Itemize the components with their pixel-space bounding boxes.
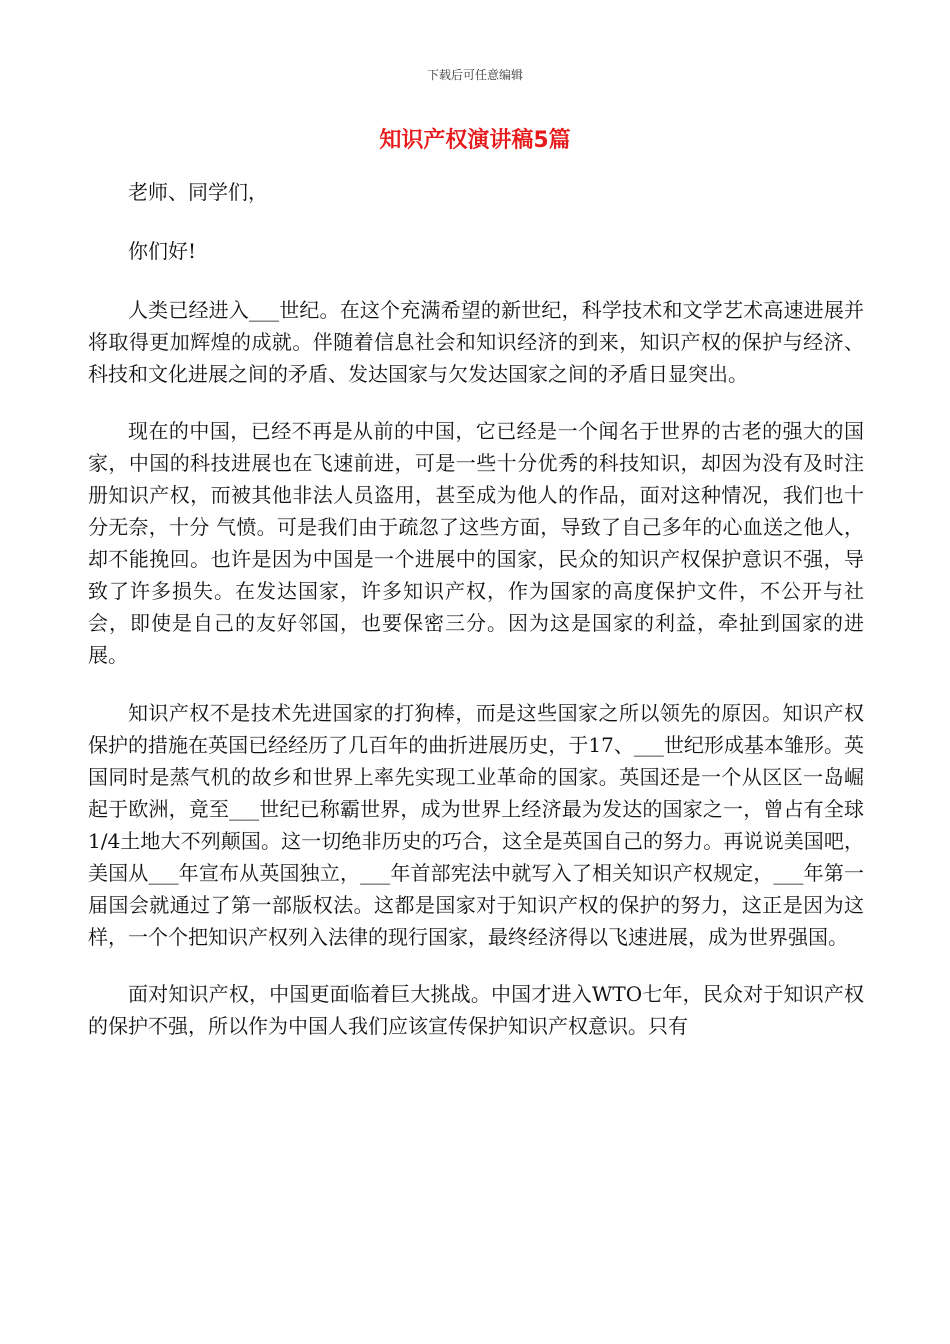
paragraph-1: 人类已经进入___世纪。在这个充满希望的新世纪，科学技术和文学艺术高速进展并将取得更加辉煌的成就。伴随着信息社会和知识经济的到来，知识产权的保护与经济、科技和文化进展之间的矛盾、发达国家与欠发达国家之间的矛盾日显突出。	[88, 298, 864, 386]
document-title: 知识产权演讲稿5篇	[379, 128, 571, 153]
paragraph-4: 面对知识产权，中国更面临着巨大挑战。中国才进入WTO七年，民众对于知识产权的保护不强，所以作为中国人我们应该宣传保护知识产权意识。只有	[88, 982, 864, 1038]
salutation: 老师、同学们，	[128, 180, 268, 204]
paragraph-3: 知识产权不是技术先进国家的打狗棒，而是这些国家之所以领先的原因。知识产权保护的措施在英国已经经历了几百年的曲折进展历史，于17、___世纪形成基本雏形。英国同时是蒸气机的故乡和世界上率先实现工业革命的国家。英国还是一个从区区一岛崛起于欧洲，竟至___世纪已称霸世界，成为世界上经济最为发达的国家之一，曾占有全球1/4土地大不列颠国。这一切绝非历史的巧合，这全是英国自己的努力。再说说美国吧，美国从___年宣布从英国独立，___年首部宪法中就写入了相关知识产权规定，___年第一届国会就通过了第一部版权法。这都是国家对于知识产权的保护的努力，这正是因为这样，一个个把知识产权列入法律的现行国家，最终经济得以飞速进展，成为世界强国。	[88, 701, 864, 949]
greeting: 你们好!	[128, 239, 197, 263]
paragraph-2: 现在的中国，已经不再是从前的中国，它已经是一个闻名于世界的古老的强大的国家，中国的科技进展也在飞速前进，可是一些十分优秀的科技知识，却因为没有及时注册知识产权，而被其他非法人员盗用，甚至成为他人的作品，面对这种情况，我们也十分无奈，十分 气愤。可是我们由于疏忽了这些方面，导致了自己多年的心血送之他人，却不能挽回。也许是因为中国是一个进展中的国家，民众的知识产权保护意识不强，导致了许多损失。在发达国家，许多知识产权，作为国家的高度保护文件，不公开与社会，即使是自己的友好邻国，也要保密三分。因为这是国家的利益，牵扯到国家的进展。	[88, 419, 864, 667]
header-note: 下载后可任意编辑	[426, 68, 523, 82]
document-body	[88, 176, 864, 1042]
